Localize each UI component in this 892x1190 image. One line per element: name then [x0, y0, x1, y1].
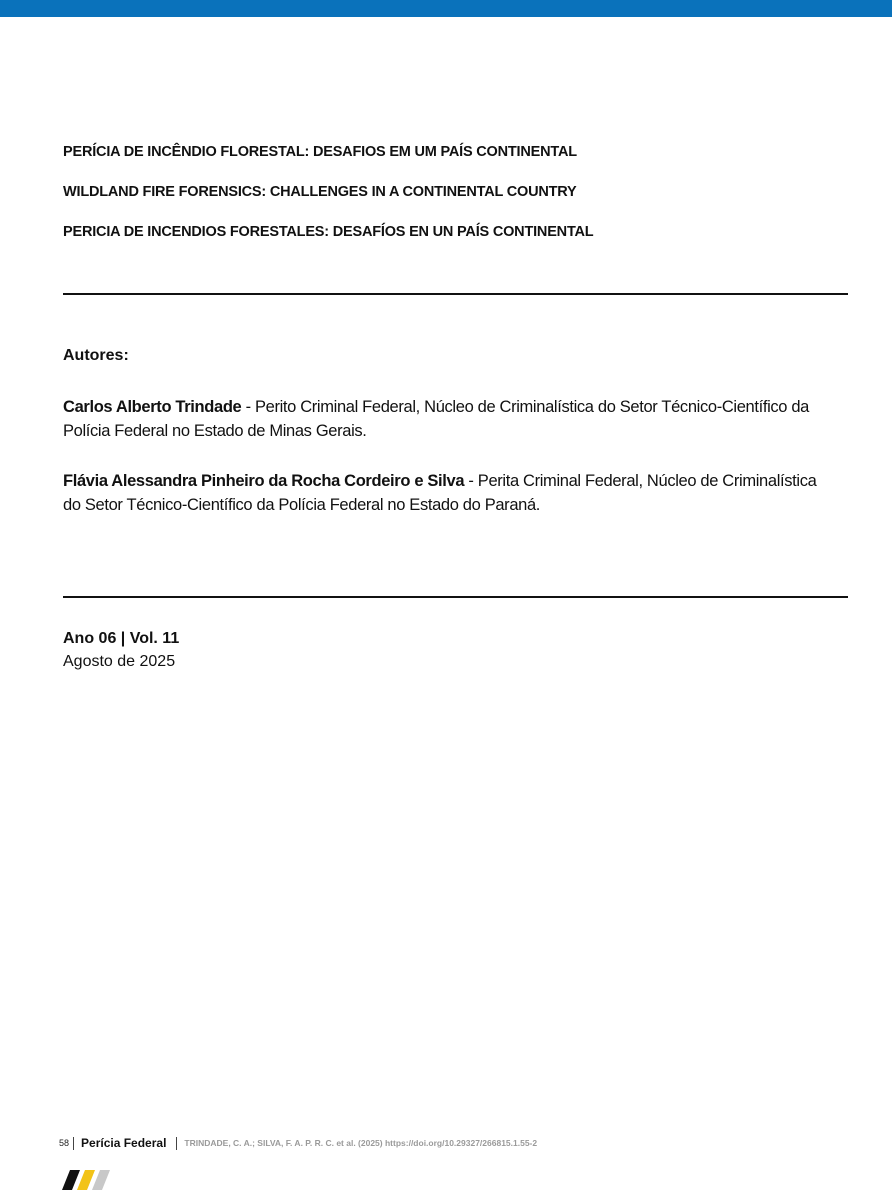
logo-stripe-black [62, 1170, 80, 1190]
author-affiliation: - Perita Criminal Federal, Núcleo de Criminalística do Setor Técnico-Científico da Polícia Federal no Estado do Paraná. [63, 472, 817, 514]
page-number: 58 [59, 1138, 70, 1148]
journal-logo-icon [62, 1170, 112, 1190]
footer-separator [73, 1137, 74, 1150]
title-portuguese: PERÍCIA DE INCÊNDIO FLORESTAL: DESAFIOS EM UM PAÍS CONTINENTAL [63, 144, 577, 160]
citation-text: TRINDADE, C. A.; SILVA, F. A. P. R. C. et al. (2025) https://doi.org/10.29327/266815.1.55-2 [184, 1138, 538, 1148]
authors-heading: Autores: [63, 347, 129, 364]
divider-top [63, 293, 848, 295]
page-footer [59, 1135, 537, 1151]
issue-date: Agosto de 2025 [63, 653, 176, 670]
divider-bottom [63, 596, 848, 598]
author-entry [63, 395, 823, 443]
top-color-bar [0, 0, 892, 17]
author-entry [63, 469, 823, 517]
journal-name: Perícia Federal [81, 1136, 167, 1150]
logo-stripe-gray [92, 1170, 110, 1190]
logo-stripe-yellow [77, 1170, 95, 1190]
footer-separator [176, 1137, 177, 1150]
author-affiliation: - Perito Criminal Federal, Núcleo de Criminalística do Setor Técnico-Científico da Polícia Federal no Estado de Minas Gerais. [63, 398, 810, 440]
article-titles [63, 143, 853, 263]
title-spanish: PERICIA DE INCENDIOS FORESTALES: DESAFÍOS EN UN PAÍS CONTINENTAL [63, 224, 594, 240]
author-name: Carlos Alberto Trindade [63, 398, 242, 416]
title-english: WILDLAND FIRE FORENSICS: CHALLENGES IN A CONTINENTAL COUNTRY [63, 184, 577, 200]
issue-volume: Ano 06 | Vol. 11 [63, 630, 180, 647]
author-name: Flávia Alessandra Pinheiro da Rocha Cordeiro e Silva [63, 472, 465, 490]
